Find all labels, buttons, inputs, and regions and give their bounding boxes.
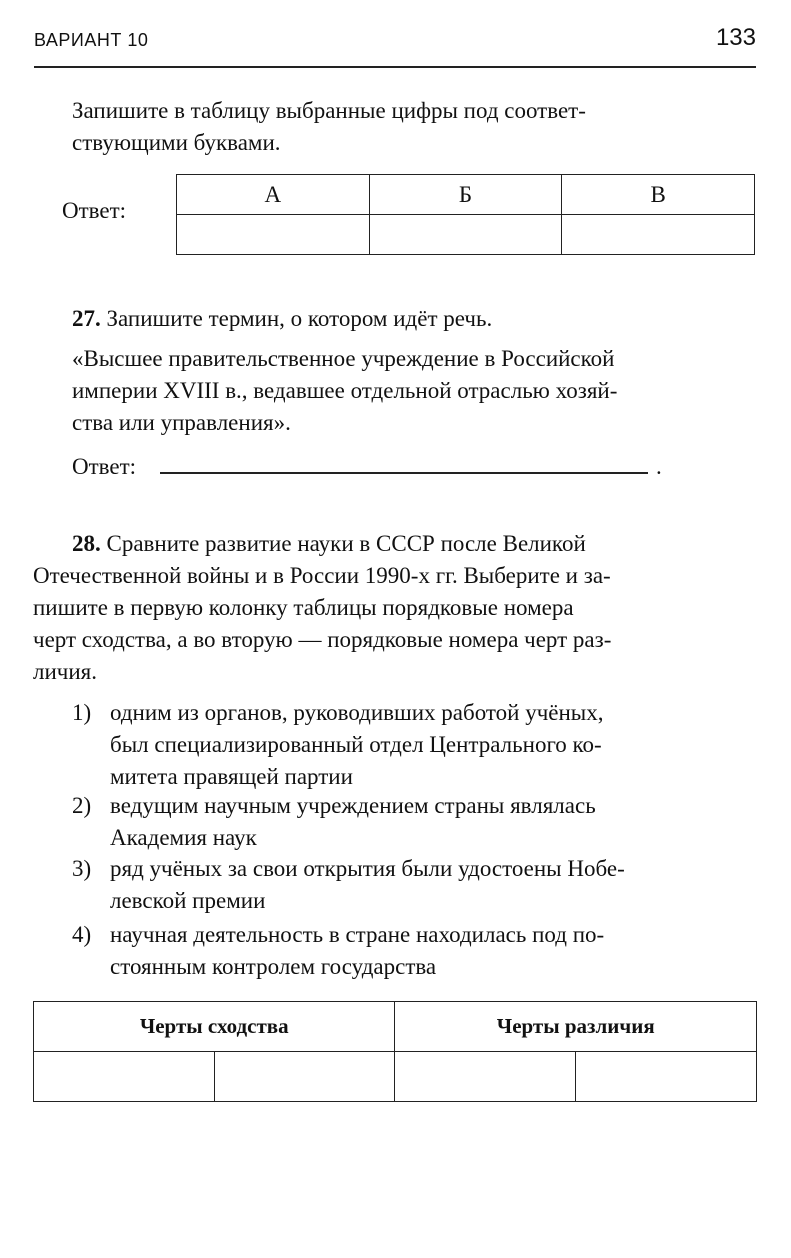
q27-answer-end: . <box>656 454 662 479</box>
q27-number: 27. <box>72 306 101 331</box>
variant-title: ВАРИАНТ 10 <box>34 30 149 50</box>
q28-prompt-line-2: Отечественной войны и в России 1990-х гг. Выберите и за- <box>33 563 611 588</box>
intro-line-2: ствующими буквами. <box>72 130 281 155</box>
answer-label: Ответ: <box>62 198 127 223</box>
list-item-number: 3) <box>72 856 92 881</box>
q27-quote-line-3: ства или управления». <box>72 410 291 435</box>
answer-header-b: Б <box>369 175 562 215</box>
answer-header-v: В <box>562 175 755 215</box>
list-item-number: 2) <box>72 793 92 818</box>
q27-quote-line-2: империи XVIII в., ведавшее отдельной отраслью хозяй- <box>72 378 618 403</box>
intro-line-1: Запишите в таблицу выбранные цифры под соответ- <box>72 98 586 123</box>
answer-cell-a[interactable] <box>177 215 370 255</box>
q27-prompt-text: Запишите термин, о котором идёт речь. <box>106 306 493 331</box>
similar-header: Черты сходства <box>34 1002 395 1052</box>
q28-prompt-line-4: черт сходства, а во вторую — порядковые номера черт раз- <box>33 627 612 652</box>
q28-prompt-line-3: пишите в первую колонку таблицы порядковые номера <box>33 595 574 620</box>
list-item-number: 4) <box>72 922 92 947</box>
q27-quote-line-1: «Высшее правительственное учреждение в Российской <box>72 346 615 371</box>
similar-cell-2[interactable] <box>214 1052 395 1102</box>
similar-cell-1[interactable] <box>34 1052 215 1102</box>
list-item-line: научная деятельность в стране находилась под по- <box>110 922 605 947</box>
list-item-line: ведущим научным учреждением страны являлась <box>110 793 596 818</box>
list-item-line: Академия наук <box>110 825 257 850</box>
q28-prompt-line-5: личия. <box>33 659 97 684</box>
q28-prompt-line-1 <box>72 528 756 560</box>
list-item-line: ряд учёных за свои открытия были удостоены Нобе- <box>110 856 625 881</box>
answer-cell-b[interactable] <box>369 215 562 255</box>
different-cell-1[interactable] <box>395 1052 576 1102</box>
header-rule <box>34 66 756 68</box>
page-header <box>34 22 756 62</box>
q28-number: 28. <box>72 531 101 556</box>
q27-prompt <box>72 303 492 335</box>
answer-header-a: А <box>177 175 370 215</box>
list-item-line: левской премии <box>110 888 266 913</box>
answer-cell-v[interactable] <box>562 215 755 255</box>
q27-answer-line[interactable] <box>160 472 648 474</box>
answer-table <box>176 174 755 255</box>
q28-prompt-text-1: Сравните развитие науки в СССР после Великой <box>106 531 586 556</box>
list-item-line: был специализированный отдел Центрального ко- <box>110 732 602 757</box>
comparison-table <box>33 1001 757 1102</box>
page-number: 133 <box>715 24 756 51</box>
list-item-line: одним из органов, руководивших работой учёных, <box>110 700 604 725</box>
list-item-number: 1) <box>72 700 92 725</box>
different-header: Черты различия <box>395 1002 757 1052</box>
list-item-line: митета правящей партии <box>110 764 353 789</box>
q27-answer-label: Ответ: <box>72 454 137 479</box>
list-item-line: стоянным контролем государства <box>110 954 437 979</box>
different-cell-2[interactable] <box>576 1052 757 1102</box>
